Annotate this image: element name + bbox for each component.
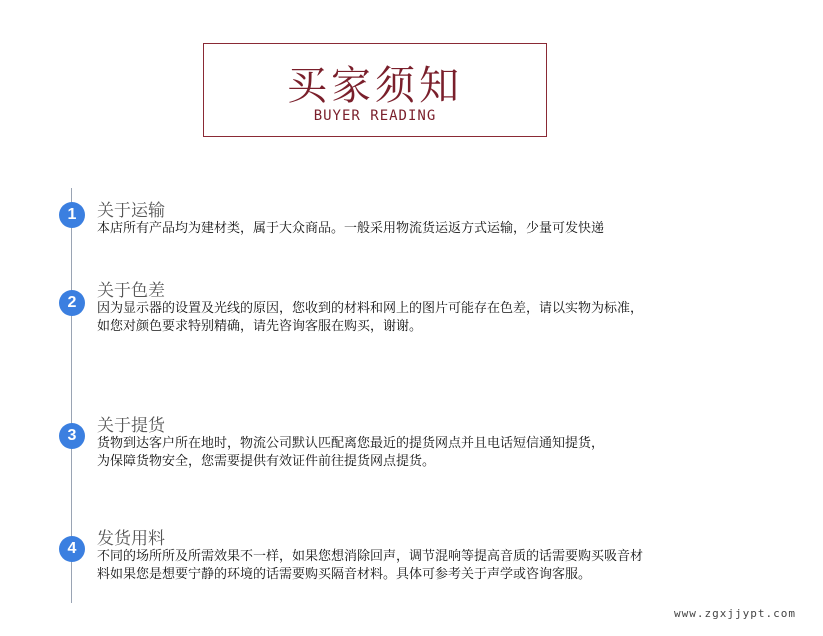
section-body [97, 548, 643, 584]
watermark: www.zgxjjypt.com [674, 607, 796, 620]
section-line: 货物到达客户所在地时，物流公司默认匹配离您最近的提货网点并且电话短信通知提货， [97, 436, 605, 451]
section-line: 如您对颜色要求特别精确，请先咨询客服在购买，谢谢。 [97, 319, 423, 334]
section-title: 关于提货 [97, 416, 165, 436]
section-title: 关于运输 [97, 201, 165, 221]
step-number-badge: 2 [59, 290, 85, 316]
section-line: 料如果您是想要宁静的环境的话需要购买隔音材料。具体可参考关于声学或咨询客服。 [97, 567, 592, 582]
step-number-badge: 4 [59, 536, 85, 562]
section-body [97, 220, 604, 238]
section-line: 不同的场所所及所需效果不一样，如果您想消除回声，调节混响等提高音质的话需要购买吸音材 [97, 549, 644, 564]
section-line: 本店所有产品均为建材类，属于大众商品。一般采用物流货运返方式运输，少量可发快递 [97, 221, 605, 236]
step-number-badge: 3 [59, 423, 85, 449]
section-title: 发货用料 [97, 529, 165, 549]
section-title: 关于色差 [97, 281, 165, 301]
step-number-badge: 1 [59, 202, 85, 228]
section-line: 因为显示器的设置及光线的原因，您收到的材料和网上的图片可能存在色差，请以实物为标准， [97, 301, 644, 316]
section-body [97, 435, 604, 471]
page-subtitle: BUYER READING [313, 108, 437, 124]
section-body [97, 300, 643, 336]
section-line: 为保障货物安全，您需要提供有效证件前往提货网点提货。 [97, 454, 436, 469]
page-title: 买家须知 [287, 63, 463, 109]
header-box [203, 43, 547, 137]
